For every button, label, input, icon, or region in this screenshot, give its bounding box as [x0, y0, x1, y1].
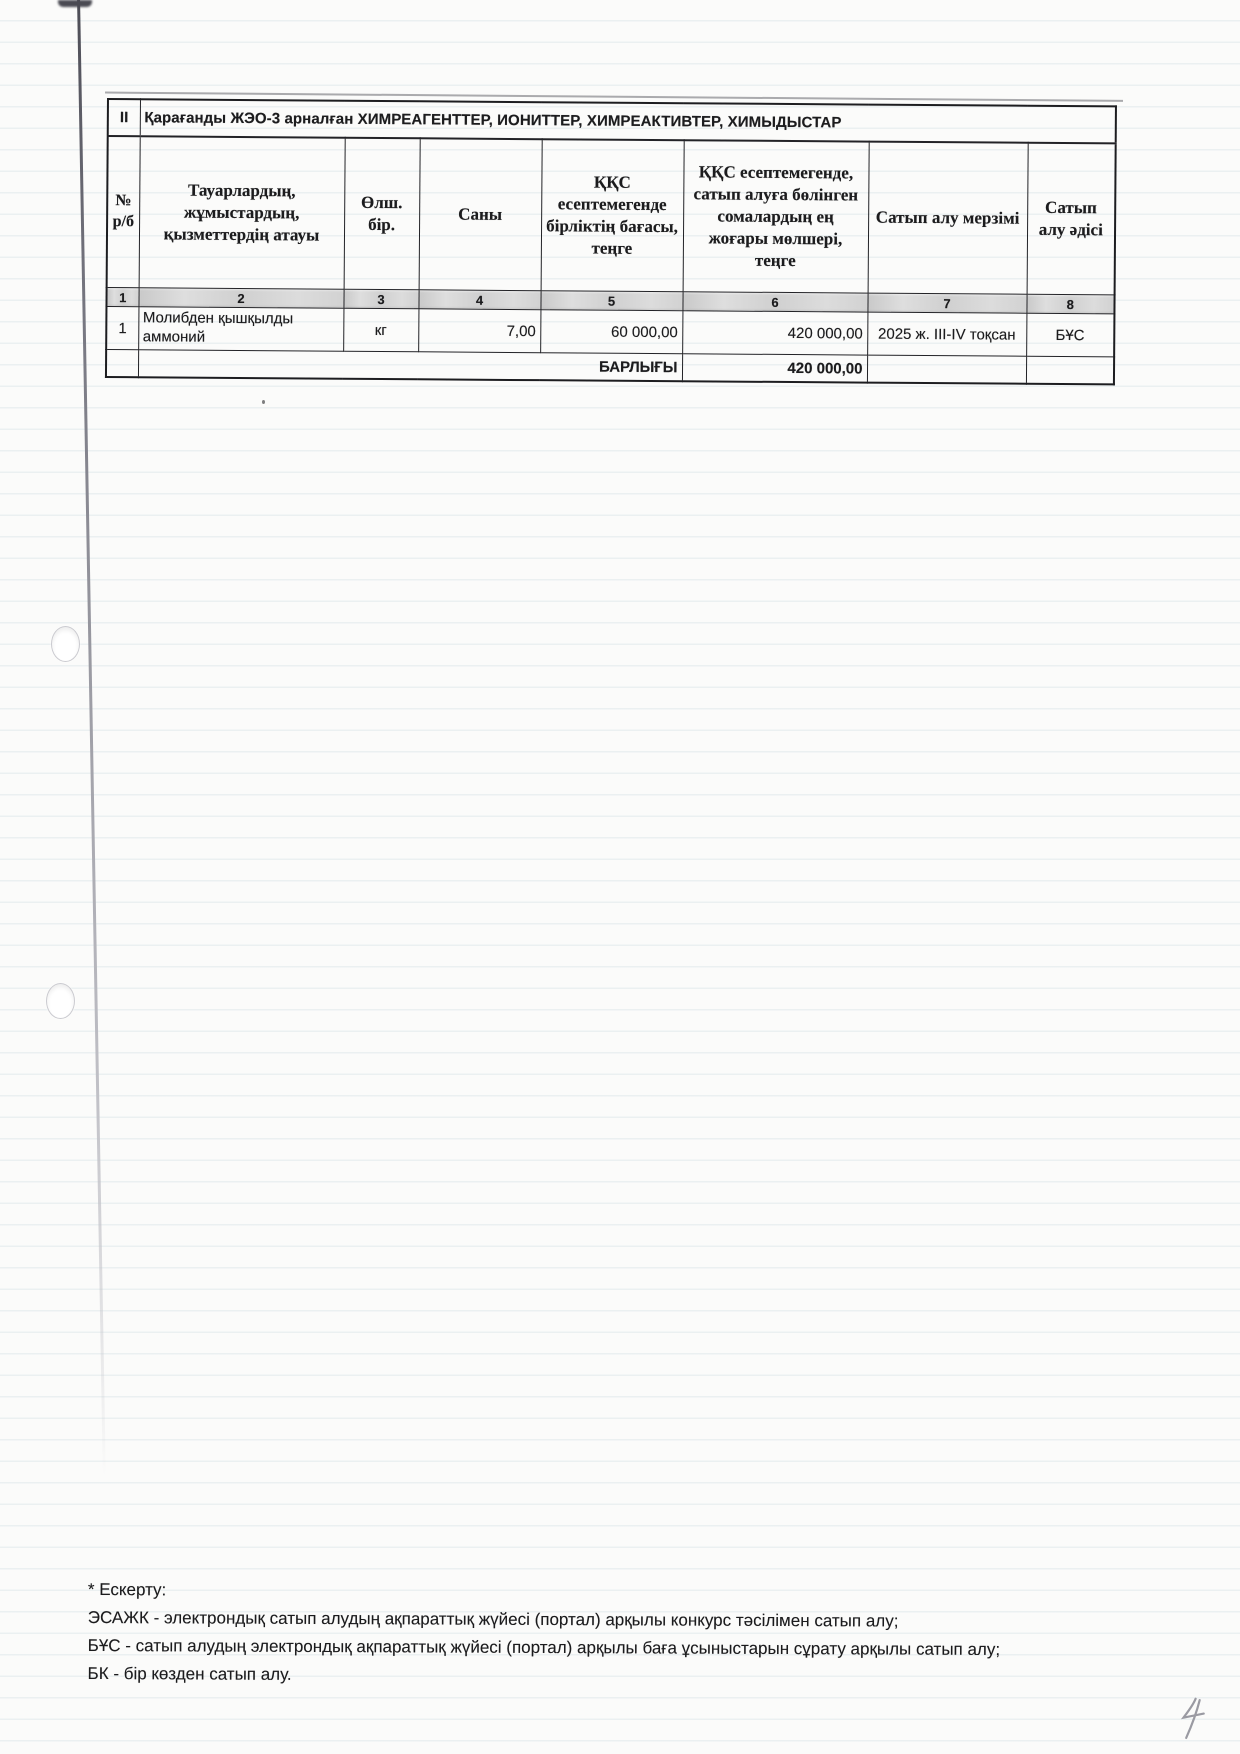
ink-dot-artifact: [262, 400, 265, 404]
header-unit: Өлш. бір.: [344, 138, 420, 290]
column-number: 1: [106, 288, 138, 307]
header-no: № р/б: [107, 136, 140, 288]
header-unit-price: ҚҚС есептемегенде бірліктің бағасы, теңге: [541, 139, 684, 292]
item-row: [106, 307, 1114, 357]
section-number: II: [108, 99, 140, 136]
column-number: 3: [343, 289, 418, 309]
header-period: Сатып алу мерзімі: [868, 142, 1028, 295]
column-number: 4: [418, 290, 540, 310]
procurement-table: [105, 98, 1117, 385]
footnote-line: ЭСАЖК - электрондық сатып алудың ақпараттық жүйесі (портал) арқылы конкурс тәсілімен сатып алу;: [87, 1607, 899, 1631]
column-number: 5: [540, 291, 682, 311]
empty-cell: [106, 350, 138, 378]
cell-row-number: 1: [106, 307, 138, 350]
procurement-table-wrapper: [105, 98, 1115, 385]
cell-max-amount: 420 000,00: [682, 311, 867, 355]
footnote-line: БК - бір көзден сатып алу.: [87, 1663, 292, 1684]
paper-edge-smudge: [58, 0, 92, 7]
header-quantity: Саны: [419, 138, 542, 290]
column-number: 8: [1026, 294, 1114, 314]
paper-edge-line: [77, 0, 105, 1476]
header-method: Сатып алу әдісі: [1027, 143, 1116, 295]
hole-punch-bottom: [46, 983, 75, 1019]
cell-method: БҰС: [1026, 313, 1114, 357]
column-headers-row: [107, 136, 1116, 295]
footnote-title: * Ескерту:: [87, 1580, 167, 1600]
handwritten-4-strokes: [1180, 1696, 1214, 1742]
empty-cell: [1026, 356, 1114, 384]
hole-punch-top: [51, 626, 80, 662]
cell-period: 2025 ж. III-IV тоқсан: [867, 312, 1026, 356]
footnotes: [88, 1576, 1148, 1693]
header-max-amount: ҚҚС есептемегенде, сатып алуға бөлінген сомалардың ең жоғары мөлшері, теңге: [683, 140, 869, 293]
total-label: БАРЛЫҒЫ: [138, 350, 682, 381]
footnote-line: БҰС - сатып алудың электрондық ақпараттық жүйесі (портал) арқылы баға ұсыныстарын сұрату арқылы сатып алу;: [87, 1635, 1001, 1659]
header-item-name: Тауарлардың, жұмыстардың, қызметтердің атауы: [139, 136, 345, 289]
column-number: 2: [138, 288, 343, 309]
handwritten-page-number: [1180, 1696, 1214, 1747]
column-number: 7: [867, 293, 1026, 313]
cell-unit-price: 60 000,00: [540, 310, 682, 354]
empty-cell: [867, 355, 1026, 384]
cell-quantity: 7,00: [418, 309, 540, 353]
column-number: 6: [682, 292, 867, 312]
total-amount: 420 000,00: [682, 354, 867, 383]
cell-item-name: Молибден қышқылды аммоний: [138, 307, 343, 352]
section-title: Қарағанды ЖЭО-3 арналған ХИМРЕАГЕНТТЕР, ИОНИТТЕР, ХИМРЕАКТИВТЕР, ХИМЫДЫСТАР: [140, 99, 1116, 143]
cell-unit: кг: [343, 308, 418, 352]
